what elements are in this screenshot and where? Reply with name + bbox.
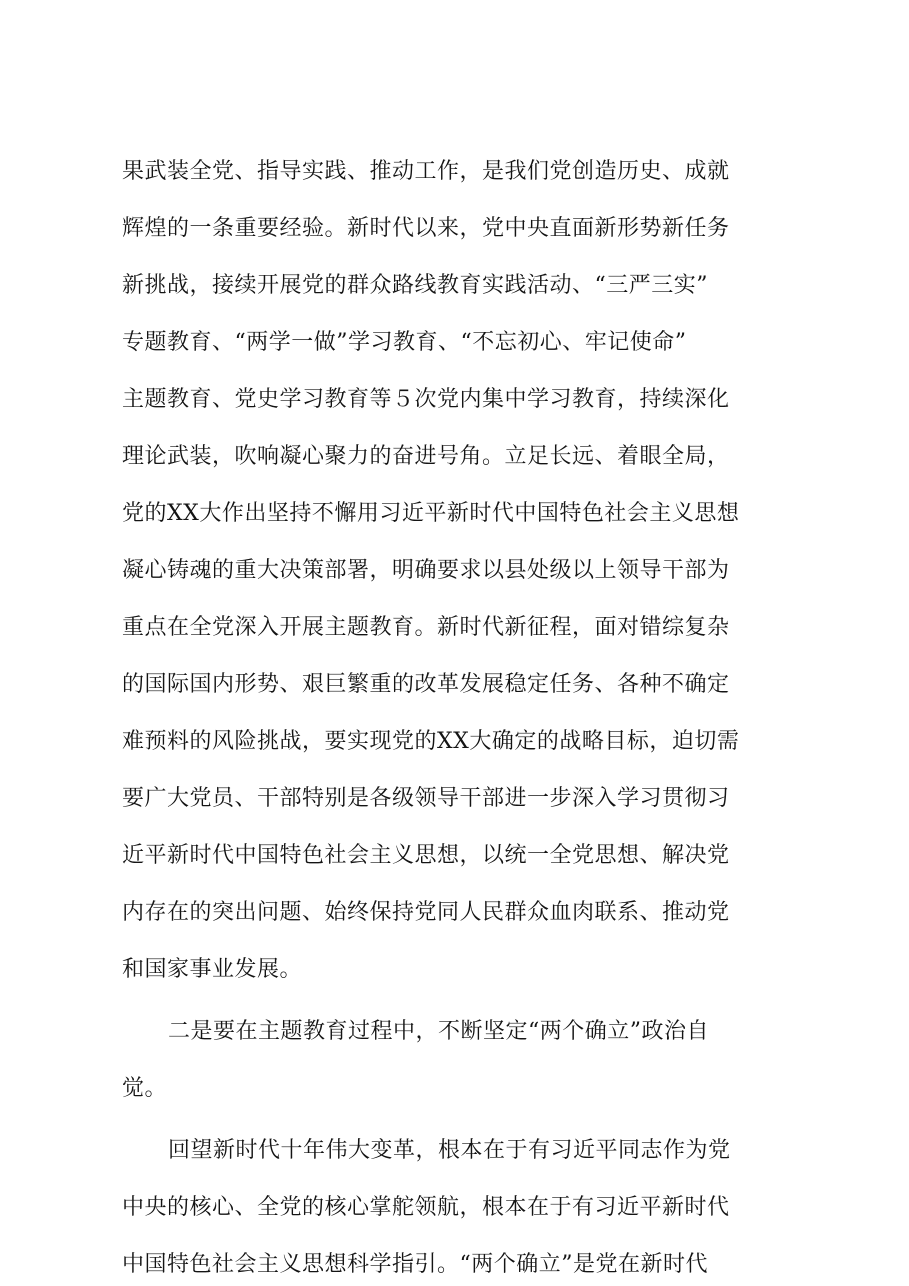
paragraph-1-line-4: 专题教育、“两学一做”学习教育、“不忘初心、牢记使命” bbox=[122, 330, 687, 355]
paragraph-1-line-5: 主题教育、党史学习教育等５次党内集中学习教育，持续深化 bbox=[122, 387, 730, 412]
paragraph-1-line-9: 重点在全党深入开展主题教育。新时代新征程，面对错综复杂 bbox=[122, 615, 730, 640]
paragraph-1-line-2: 辉煌的一条重要经验。新时代以来，党中央直面新形势新任务 bbox=[122, 216, 730, 241]
paragraph-1-line-6: 理论武装，吹响凝心聚力的奋进号角。立足长远、着眼全局， bbox=[122, 444, 730, 469]
paragraph-1-line-11: 难预料的风险挑战，要实现党的XX大确定的战略目标，迫切需 bbox=[122, 729, 740, 754]
paragraph-1-line-14: 内存在的突出问题、始终保持党同人民群众血肉联系、推动党 bbox=[122, 900, 730, 925]
paragraph-3-line-3: 中国特色社会主义思想科学指引。“两个确立”是党在新时代 bbox=[122, 1252, 708, 1277]
paragraph-1-line-3: 新挑战，接续开展党的群众路线教育实践活动、“三严三实” bbox=[122, 273, 708, 298]
paragraph-3-line-1: 回望新时代十年伟大变革，根本在于有习近平同志作为党 bbox=[168, 1138, 731, 1163]
paragraph-1-line-7: 党的XX大作出坚持不懈用习近平新时代中国特色社会主义思想 bbox=[122, 501, 740, 526]
paragraph-1-line-8: 凝心铸魂的重大决策部署，明确要求以县处级以上领导干部为 bbox=[122, 558, 730, 583]
paragraph-1-line-10: 的国际国内形势、艰巨繁重的改革发展稳定任务、各种不确定 bbox=[122, 672, 730, 697]
paragraph-2-line-1: 二是要在主题教育过程中，不断坚定“两个确立”政治自 bbox=[168, 1019, 709, 1044]
paragraph-3-line-2: 中央的核心、全党的核心掌舵领航，根本在于有习近平新时代 bbox=[122, 1195, 730, 1220]
paragraph-1-line-1: 果武装全党、指导实践、推动工作，是我们党创造历史、成就 bbox=[122, 159, 730, 184]
paragraph-2-line-2: 觉。 bbox=[122, 1076, 168, 1101]
paragraph-1-line-13: 近平新时代中国特色社会主义思想，以统一全党思想、解决党 bbox=[122, 843, 730, 868]
paragraph-1-line-15: 和国家事业发展。 bbox=[122, 957, 303, 982]
paragraph-1-line-12: 要广大党员、干部特别是各级领导干部进一步深入学习贯彻习 bbox=[122, 786, 730, 811]
